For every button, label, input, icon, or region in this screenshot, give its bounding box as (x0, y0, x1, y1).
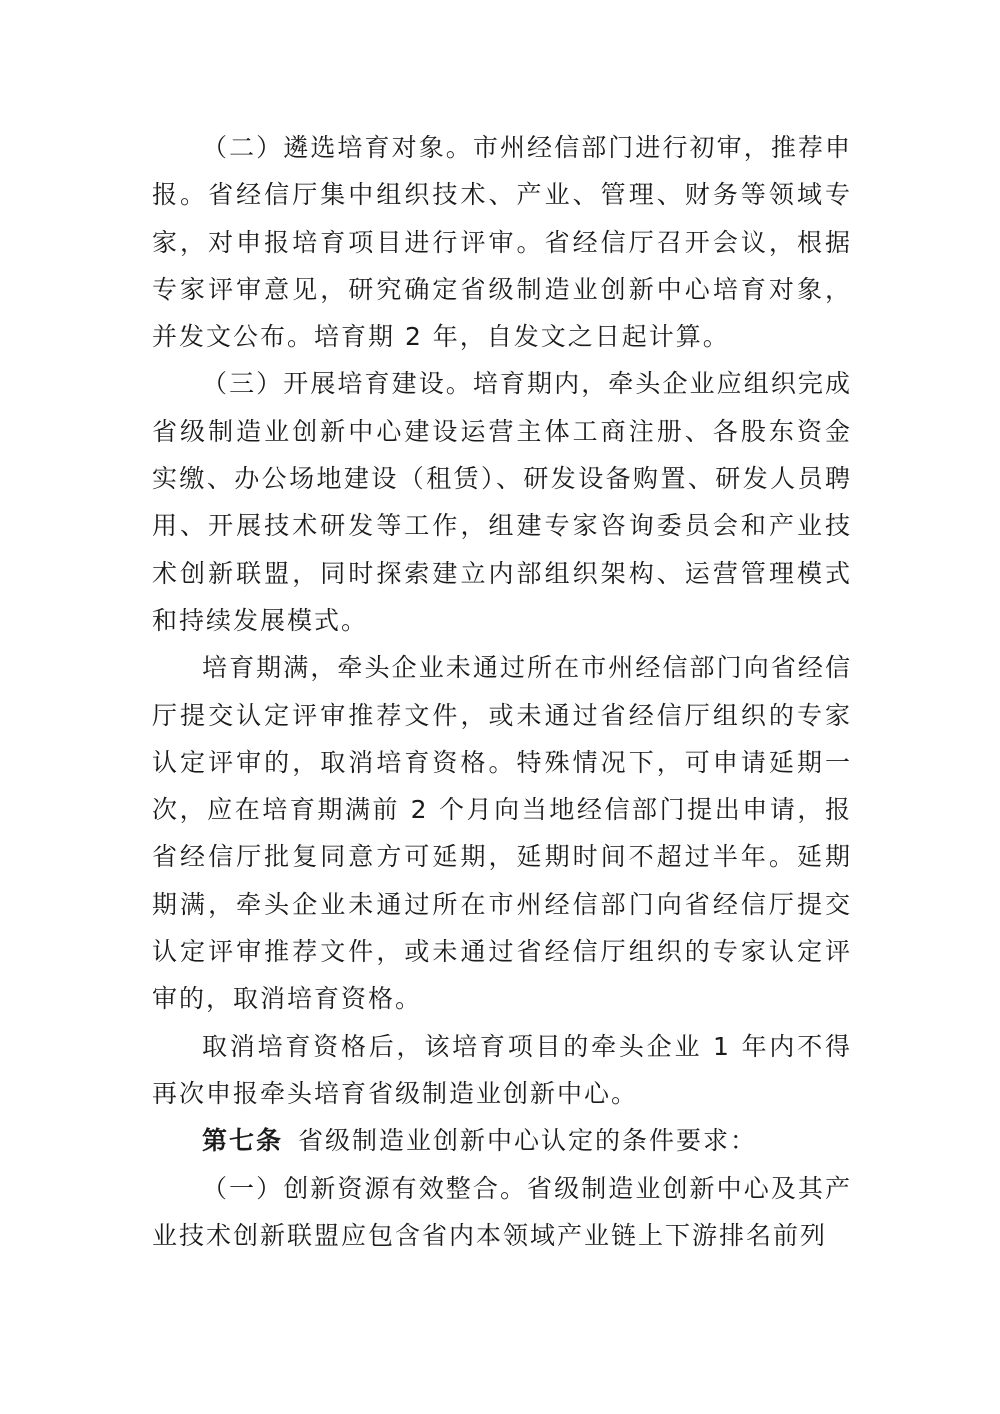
article-heading-text: 省级制造业创新中心认定的条件要求： (298, 1126, 758, 1156)
document-body (152, 124, 852, 1259)
article-number: 第七条 (202, 1126, 284, 1156)
paragraph-disqualification: 取消培育资格后，该培育项目的牵头企业 1 年内不得再次申报牵头培育省级制造业创新中心。 (152, 1031, 852, 1108)
paragraph-resource-integration: （一）创新资源有效整合。省级制造业创新中心及其产业技术创新联盟应包含省内本领域产业链上下游排名前列 (152, 1173, 852, 1250)
paragraph-cultivation-construction: （三）开展培育建设。培育期内，牵头企业应组织完成省级制造业创新中心建设运营主体工商注册、各股东资金实缴、办公场地建设（租赁）、研发设备购置、研发人员聘用、开展技术研发等工作，组建专家咨询委员会和产业技术创新联盟，同时探索建立内部组织架构、运营管理模式和持续发展模式。 (152, 369, 852, 635)
paragraph-selection-of-cultivation-targets: （二）遴选培育对象。市州经信部门进行初审，推荐申报。省经信厅集中组织技术、产业、管理、财务等领域专家，对申报培育项目进行评审。省经信厅召开会议，根据专家评审意见，研究确定省级制造业创新中心培育对象，并发文公布。培育期 2 年，自发文之日起计算。 (152, 133, 852, 352)
paragraph-cultivation-expiry: 培育期满，牵头企业未通过所在市州经信部门向省经信厅提交认定评审推荐文件，或未通过省经信厅组织的专家认定评审的，取消培育资格。特殊情况下，可申请延期一次，应在培育期满前 2 个月向当地经信部门提出申请，报省经信厅批复同意方可延期，延期时间不超过半年。延期期满，牵头企业未通过所在市州经信部门向省经信厅提交认定评审推荐文件，或未通过省经信厅组织的专家认定评审的，取消培育资格。 (152, 653, 852, 1014)
article-seven (152, 1117, 852, 1164)
